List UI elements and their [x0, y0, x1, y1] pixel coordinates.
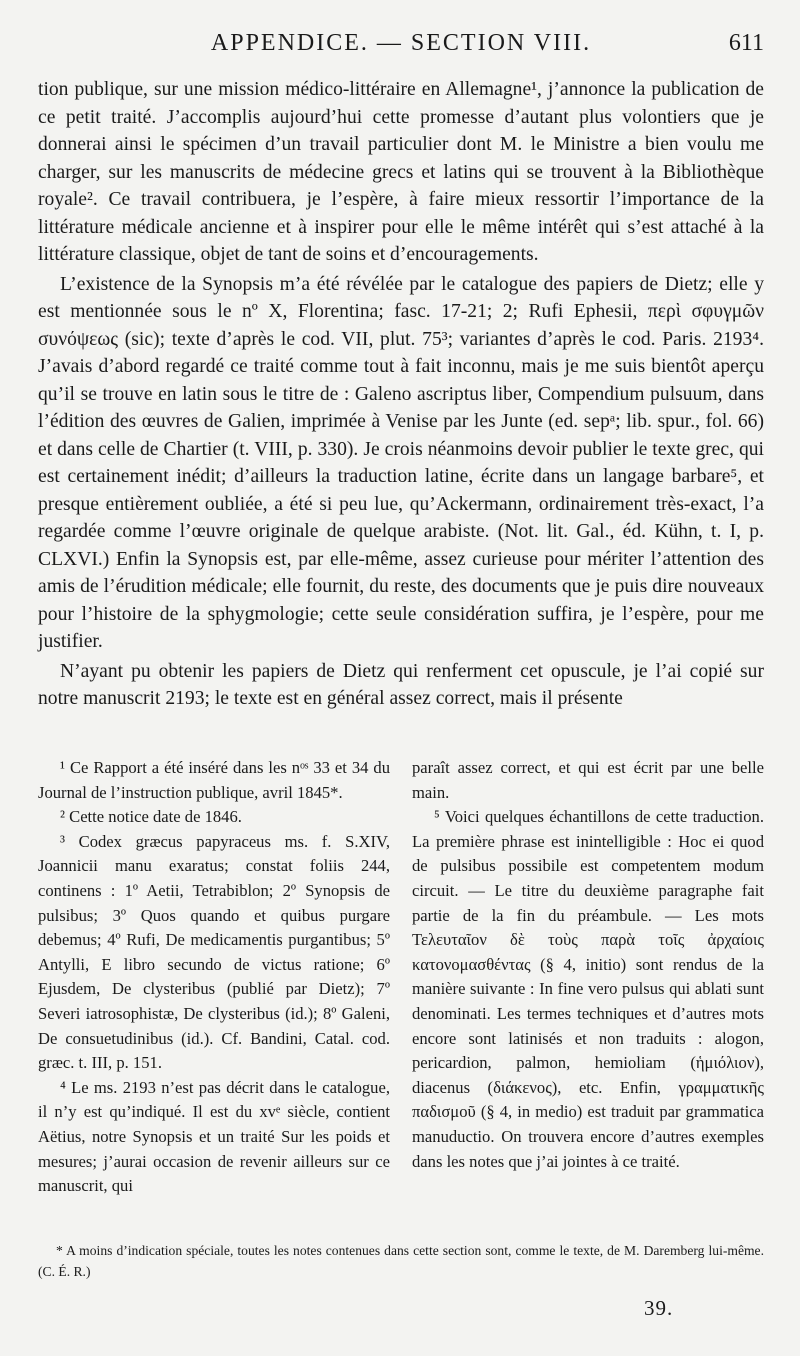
body-paragraph: tion publique, sur une mission médico-littéraire en Allemagne¹, j’annonce la publication de ce petit traité. J’accomplis aujourd’hui cette promesse d’autant plus volontiers que je donnerai ainsi le spécimen d’un travail particulier dont M. le Ministre a bien voulu me charger, sur les manuscrits de médecine grecs et latins qui se trouvent à la Bibliothèque royale². Ce travail contribuera, je l’espère, à faire mieux ressortir l’importance de la littérature médicale ancienne et à inspirer pour elle le même intérêt qui s’est attaché à la littérature classique, objet de tant de soins et d’encouragements.	[38, 79, 764, 265]
footnote: ³ Codex græcus papyraceus ms. f. S.XIV, Joannicii manu exaratus; constat foliis 244, continens : 1º Aetii, Tetrabiblon; 2º Synopsis de pulsibus; 3º Quos quando et quibus purgare debemus; 4º Rufi, De medicamentis purgantibus; 5º Antylli, E libro secundo de victus ratione; 6º Ejusdem, De clysteribus (publié par Dietz); 7º Severi iatrosophistæ, De clysteribus (id.); 8º Galeni, De consuetudinibus (id.). Cf. Bandini, Catal. cod. græc. t. III, p. 151.	[38, 831, 390, 1073]
footnotes-left-column	[38, 756, 390, 1199]
footnotes-right-column	[412, 756, 764, 1199]
body-paragraph: N’ayant pu obtenir les papiers de Dietz qui renferment cet opuscule, je l’ai copié sur notre manuscrit 2193; le texte est en général assez correct, mais il présente	[38, 660, 764, 709]
page-header	[38, 30, 764, 66]
page-number: 611	[728, 30, 764, 56]
running-title: APPENDICE. — SECTION VIII.	[210, 30, 592, 56]
main-text	[38, 76, 764, 713]
footnote: ² Cette notice date de 1846.	[60, 807, 242, 827]
footnote: ¹ Ce Rapport a été inséré dans les nᵒˢ 33 et 34 du Journal de l’instruction publique, avril 1845*.	[38, 758, 390, 802]
signature-mark: 39.	[644, 1296, 674, 1320]
footnote-continuation: paraît assez correct, et qui est écrit par une belle main.	[412, 758, 764, 802]
footnotes	[38, 756, 764, 1199]
footnote: ⁵ Voici quelques échantillons de cette traduction. La première phrase est inintelligible : Hoc ei quod de pulsibus possibile est competentem modum circuit. — Le titre du deuxième paragraphe fait partie de la fin du préambule. — Les mots Τελευταῖον δὲ τοὺς παρὰ τοῖς ἀρχαίοις κατονομασθέντας (§ 4, initio) sont rendus de la manière suivante : In fine vero pulsus qui ablati sunt denominati. Les termes techniques et d’autres mots encore sont latinisés et non traduits : alogon, pericardion, palmon, hemioliam (ἡμιόλιον), diacenus (διάκενος), etc. Enfin, γραμματικῆς παδισμοῦ (§ 4, in medio) est traduit par grammatica manuductio. On trouvera encore d’autres exemples dans les notes que j’ai jointes à ce traité.	[412, 807, 764, 1171]
body-paragraph: L’existence de la Synopsis m’a été révélée par le catalogue des papiers de Dietz; elle y est mentionnée sous le nº X, Florentina; fasc. 17-21; 2; Rufi Ephesii, περὶ σφυγμῶν συνόψεως (sic); texte d’après le cod. VII, plut. 75³; variantes d’après le cod. Paris. 2193⁴. J’avais d’abord regardé ce traité comme tout à fait inconnu, mais je me suis bientôt aperçu qu’il se trouve en latin sous le titre de : Galeno ascriptus liber, Compendium pulsuum, dans l’édition des œuvres de Galien, imprimée à Venise par les Junte (ed. sepᵃ; lib. spur., fol. 66) et dans celle de Chartier (t. VIII, p. 330). Je crois néanmoins devoir publier le texte grec, qui est certainement inédit; d’ailleurs la traduction latine, écrite dans un langage barbare⁵, et presque entièrement oubliée, a été si peu lue, qu’Ackermann, ordinairement très-exact, l’a regardée comme l’œuvre originale de quelque arabiste. (Not. lit. Gal., éd. Kühn, t. I, p. CLXVI.) Enfin la Synopsis est, par elle-même, assez curieuse pour mériter l’attention des amis de l’érudition médicale; elle fournit, du reste, des documents que je puis dire nouveaux pour l’histoire de la sphygmologie; cette seule considération suffira, je l’espère, pour me justifier.	[38, 273, 764, 652]
editorial-note: * A moins d’indication spéciale, toutes les notes contenues dans cette section sont, comme le texte, de M. Daremberg lui-même. (C. É. R.)	[38, 1243, 764, 1279]
footnote: ⁴ Le ms. 2193 n’est pas décrit dans le catalogue, il n’y est qu’indiqué. Il est du xvᵉ siècle, contient Aëtius, notre Synopsis et un traité Sur les poids et mesures; j’aurai occasion de revenir ailleurs sur ce manuscrit, qui	[38, 1077, 390, 1196]
